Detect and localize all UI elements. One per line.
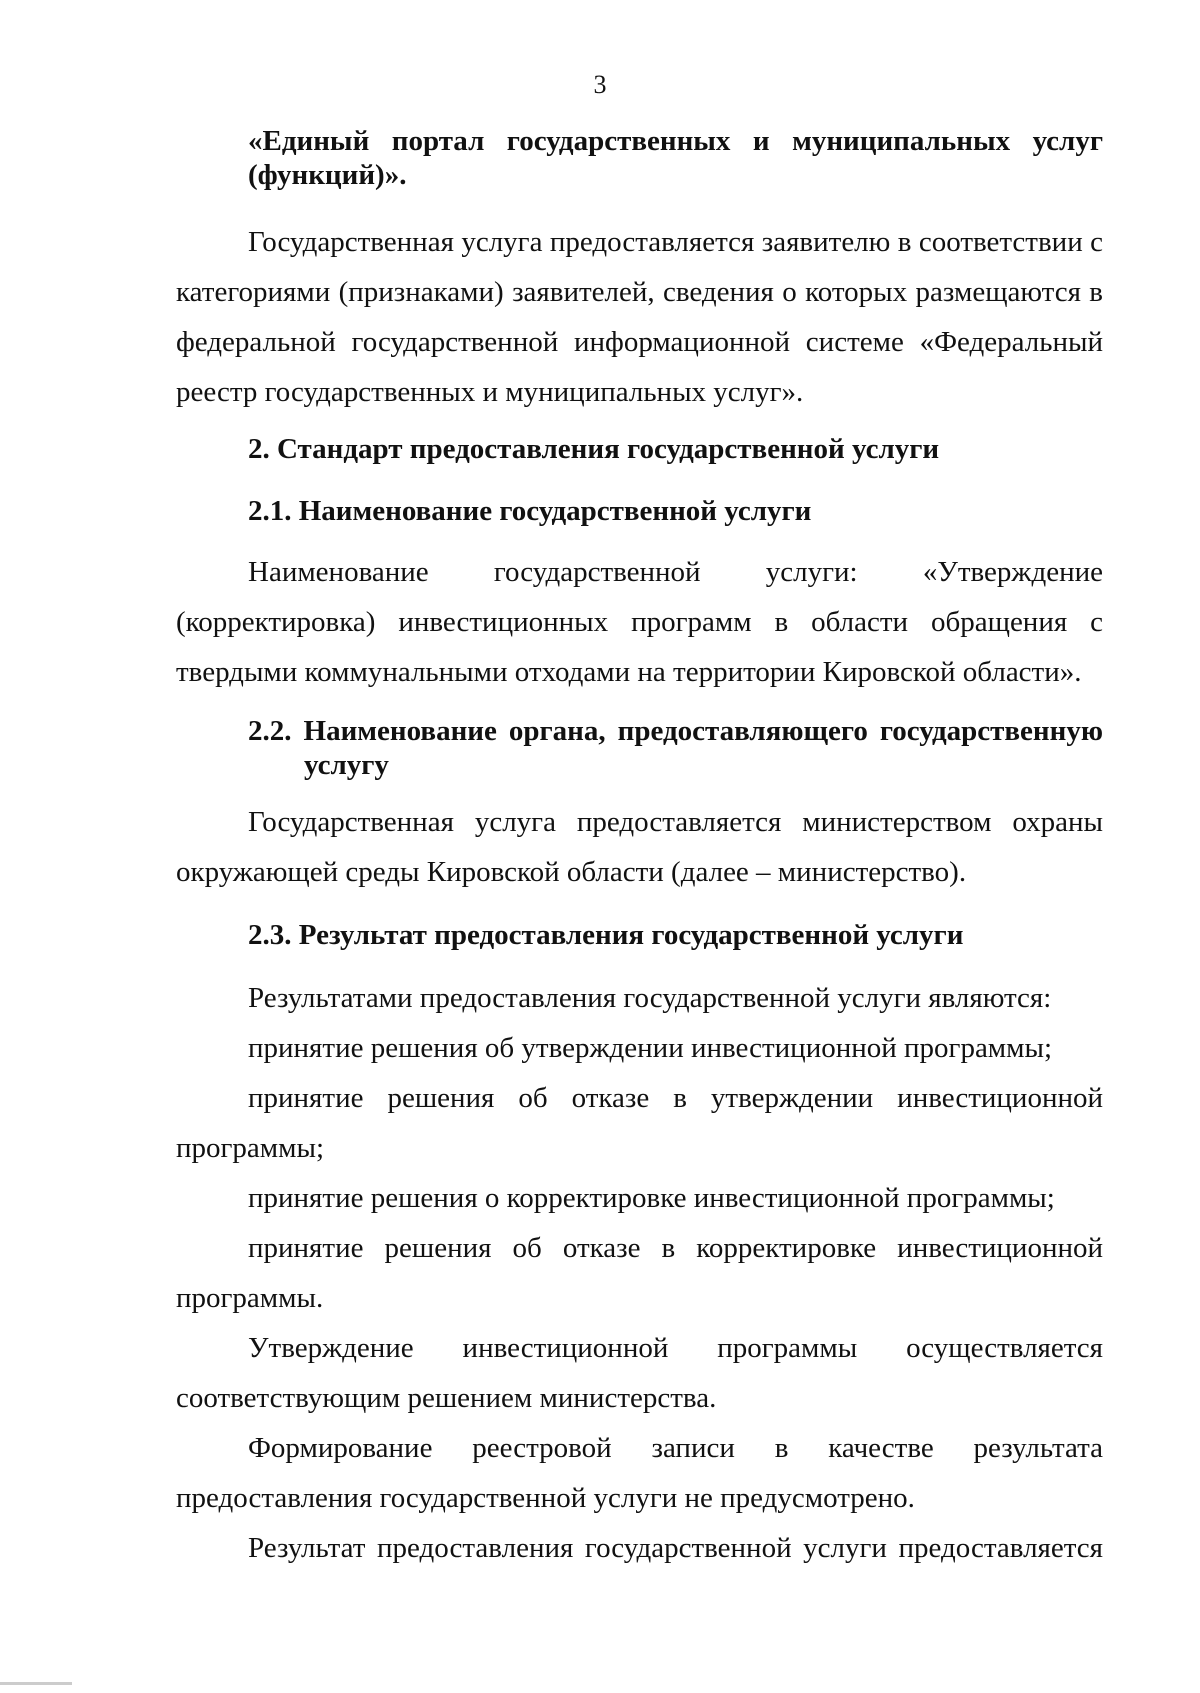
paragraph-line: Утверждение инвестиционной программы осуществляется: [248, 1332, 1103, 1364]
subsection-heading: [248, 714, 1103, 782]
paragraph-line: Государственная услуга предоставляется министерством охраны: [248, 806, 1103, 838]
paragraph-line: федеральной государственной информационной системе «Федеральный: [176, 326, 1103, 358]
paragraph-results: [176, 973, 1103, 1573]
paragraph-line: Результат предоставления государственной услуги предоставляется: [248, 1532, 1103, 1564]
paragraph-line: программы;: [176, 1132, 325, 1164]
paragraph-authority: [176, 797, 1103, 897]
paragraph-service-name: [176, 547, 1103, 697]
paragraph-line: соответствующим решением министерства.: [176, 1382, 717, 1414]
paragraph-line: Государственная услуга предоставляется заявителю в соответствии с: [248, 226, 1103, 258]
scan-edge-mark: [0, 1682, 1200, 1685]
paragraph-line: принятие решения об утверждении инвестиционной программы;: [248, 1032, 1053, 1064]
section-heading-text: 2. Стандарт предоставления государственной услуги: [248, 433, 940, 465]
subsection-heading-text: 2.3. Результат предоставления государственной услуги: [248, 919, 964, 951]
section-heading: [248, 432, 1103, 466]
paragraph-line: окружающей среды Кировской области (далее – министерство).: [176, 856, 967, 888]
page-number: 3: [593, 70, 607, 99]
paragraph-line: предоставления государственной услуги не предусмотрено.: [176, 1482, 915, 1514]
subsection-heading-text: 2.1. Наименование государственной услуги: [248, 495, 812, 527]
paragraph-line: категориями (признаками) заявителей, сведения о которых размещаются в: [176, 276, 1103, 308]
paragraph-line: принятие решения об отказе в корректировке инвестиционной: [248, 1232, 1103, 1264]
portal-heading-line: «Единый портал государственных и муниципальных услуг: [248, 125, 1103, 157]
paragraph-line: принятие решения об отказе в утверждении инвестиционной: [248, 1082, 1103, 1114]
subsection-heading-text: услугу: [304, 749, 389, 781]
paragraph-line: программы.: [176, 1282, 324, 1314]
paragraph-line: Формирование реестровой записи в качестве результата: [248, 1432, 1103, 1464]
portal-heading-line: (функций)».: [248, 159, 407, 191]
paragraph-line: принятие решения о корректировке инвестиционной программы;: [248, 1182, 1055, 1214]
paragraph-line: твердыми коммунальными отходами на территории Кировской области».: [176, 656, 1082, 688]
subsection-heading: [248, 918, 1103, 952]
paragraph-line: (корректировка) инвестиционных программ в области обращения с: [176, 606, 1103, 638]
paragraph-line: реестр государственных и муниципальных услуг».: [176, 376, 804, 408]
paragraph-categories: [176, 217, 1103, 417]
paragraph-line: Результатами предоставления государственной услуги являются:: [248, 982, 1052, 1014]
subsection-heading: [248, 494, 1103, 528]
paragraph-line: Наименование государственной услуги: «Утверждение: [248, 556, 1103, 588]
subsection-heading-text: 2.2. Наименование органа, предоставляющего государственную: [248, 715, 1103, 747]
portal-heading: [248, 124, 1103, 192]
